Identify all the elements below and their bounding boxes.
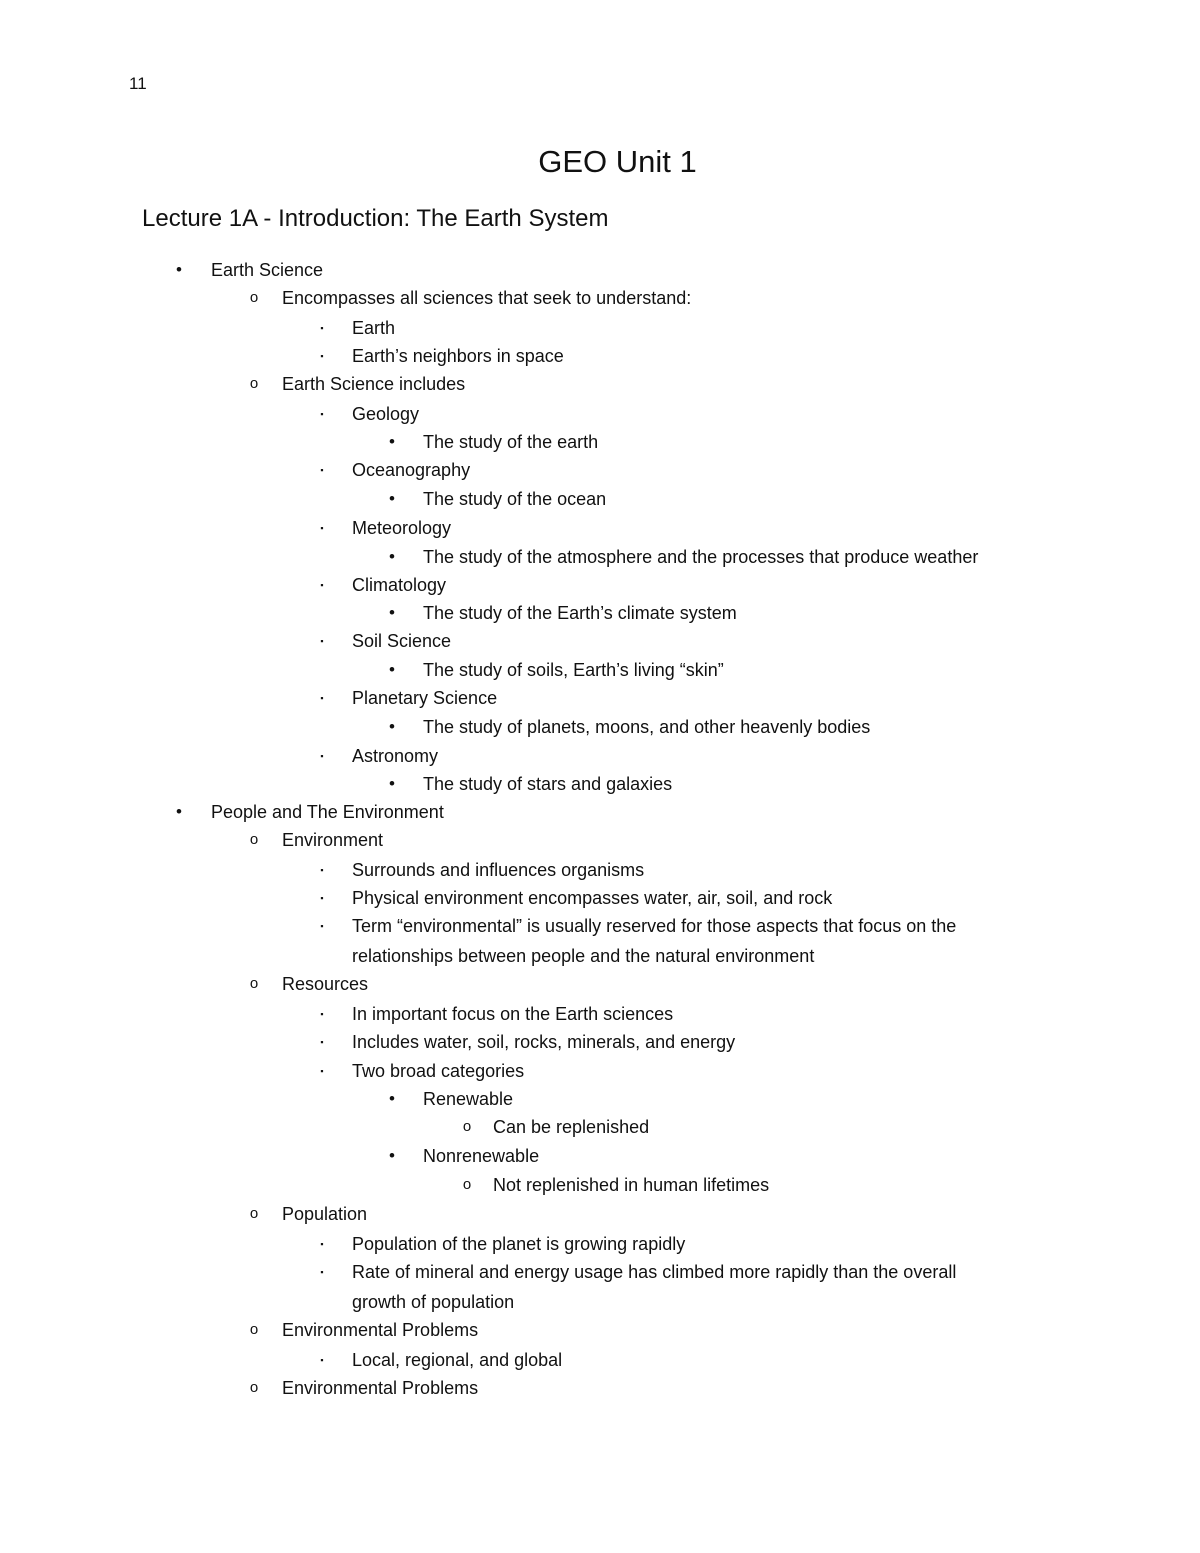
square-bullet-marker: ▪ [320, 351, 324, 361]
circle-bullet-marker: o [462, 1176, 472, 1193]
square-bullet-marker: ▪ [320, 580, 324, 590]
outline-item-level-3: growth of population [352, 1292, 515, 1312]
square-bullet-marker: ▪ [320, 409, 324, 419]
outline-item-level-4: The study of soils, Earth’s living “skin” [423, 660, 724, 680]
outline-item-level-2: Earth Science includes [282, 374, 466, 394]
bullet-marker: • [389, 489, 395, 508]
circle-bullet-marker: o [249, 975, 259, 992]
outline-item-level-3: Physical environment encompasses water, air, soil, and rock [352, 888, 833, 908]
circle-bullet-marker: o [249, 375, 259, 392]
outline-item-level-4: The study of the earth [423, 432, 599, 452]
page-title: GEO Unit 1 [538, 144, 697, 179]
page-number: 11 [129, 74, 147, 93]
outline-item-level-4: The study of the ocean [423, 489, 607, 509]
bullet-marker: • [176, 260, 182, 279]
outline-item-level-4: The study of the Earth’s climate system [423, 603, 737, 623]
square-bullet-marker: ▪ [320, 1355, 324, 1365]
bullet-marker: • [389, 547, 395, 566]
outline-item-level-3: Planetary Science [352, 688, 498, 708]
bullet-marker: • [389, 1146, 395, 1165]
square-bullet-marker: ▪ [320, 1037, 324, 1047]
outline-item-level-2: Environmental Problems [282, 1320, 479, 1340]
outline-item-level-3: Rate of mineral and energy usage has climbed more rapidly than the overall [352, 1262, 957, 1282]
outline-item-level-3: Geology [352, 404, 420, 424]
outline-item-level-5: Can be replenished [493, 1117, 650, 1137]
outline-item-level-1: People and The Environment [211, 802, 444, 822]
square-bullet-marker: ▪ [320, 921, 324, 931]
square-bullet-marker: ▪ [320, 523, 324, 533]
outline-item-level-3: Includes water, soil, rocks, minerals, and energy [352, 1032, 736, 1052]
outline-item-level-3: Term “environmental” is usually reserved for those aspects that focus on the [352, 916, 957, 936]
square-bullet-marker: ▪ [320, 323, 324, 333]
outline-item-level-3: relationships between people and the natural environment [352, 946, 815, 966]
circle-bullet-marker: o [249, 1379, 259, 1396]
circle-bullet-marker: o [249, 1205, 259, 1222]
square-bullet-marker: ▪ [320, 865, 324, 875]
outline-item-level-2: Environment [282, 830, 384, 850]
bullet-marker: • [389, 660, 395, 679]
outline-item-level-3: Two broad categories [352, 1061, 525, 1081]
square-bullet-marker: ▪ [320, 751, 324, 761]
outline-item-level-3: Astronomy [352, 746, 439, 766]
outline-item-level-2: Environmental Problems [282, 1378, 479, 1398]
bullet-marker: • [389, 432, 395, 451]
bullet-marker: • [176, 802, 182, 821]
circle-bullet-marker: o [462, 1118, 472, 1135]
outline-item-level-4: Nonrenewable [423, 1146, 540, 1166]
outline-item-level-4: The study of stars and galaxies [423, 774, 673, 794]
circle-bullet-marker: o [249, 1321, 259, 1338]
outline-item-level-3: Earth’s neighbors in space [352, 346, 564, 366]
outline-item-level-3: Local, regional, and global [352, 1350, 563, 1370]
outline-item-level-3: Earth [352, 318, 396, 338]
outline-item-level-3: Meteorology [352, 518, 452, 538]
circle-bullet-marker: o [249, 289, 259, 306]
outline-item-level-3: In important focus on the Earth sciences [352, 1004, 674, 1024]
outline-item-level-2: Resources [282, 974, 369, 994]
square-bullet-marker: ▪ [320, 1009, 324, 1019]
outline-item-level-3: Oceanography [352, 460, 471, 480]
outline-item-level-5: Not replenished in human lifetimes [493, 1175, 770, 1195]
outline-item-level-3: Population of the planet is growing rapidly [352, 1234, 686, 1254]
outline-item-level-4: The study of the atmosphere and the processes that produce weather [423, 547, 979, 567]
outline-item-level-2: Population [282, 1204, 368, 1224]
bullet-marker: • [389, 717, 395, 736]
square-bullet-marker: ▪ [320, 1239, 324, 1249]
bullet-marker: • [389, 774, 395, 793]
outline-item-level-3: Surrounds and influences organisms [352, 860, 645, 880]
bullet-marker: • [389, 603, 395, 622]
square-bullet-marker: ▪ [320, 693, 324, 703]
outline-item-level-4: The study of planets, moons, and other heavenly bodies [423, 717, 871, 737]
square-bullet-marker: ▪ [320, 636, 324, 646]
section-heading: Lecture 1A - Introduction: The Earth System [142, 205, 609, 232]
outline-item-level-1: Earth Science [211, 260, 324, 280]
square-bullet-marker: ▪ [320, 1066, 324, 1076]
outline-item-level-4: Renewable [423, 1089, 514, 1109]
circle-bullet-marker: o [249, 831, 259, 848]
bullet-marker: • [389, 1089, 395, 1108]
square-bullet-marker: ▪ [320, 1267, 324, 1277]
square-bullet-marker: ▪ [320, 893, 324, 903]
square-bullet-marker: ▪ [320, 465, 324, 475]
outline-item-level-2: Encompasses all sciences that seek to understand: [282, 288, 692, 308]
outline-item-level-3: Climatology [352, 575, 447, 595]
outline-item-level-3: Soil Science [352, 631, 452, 651]
